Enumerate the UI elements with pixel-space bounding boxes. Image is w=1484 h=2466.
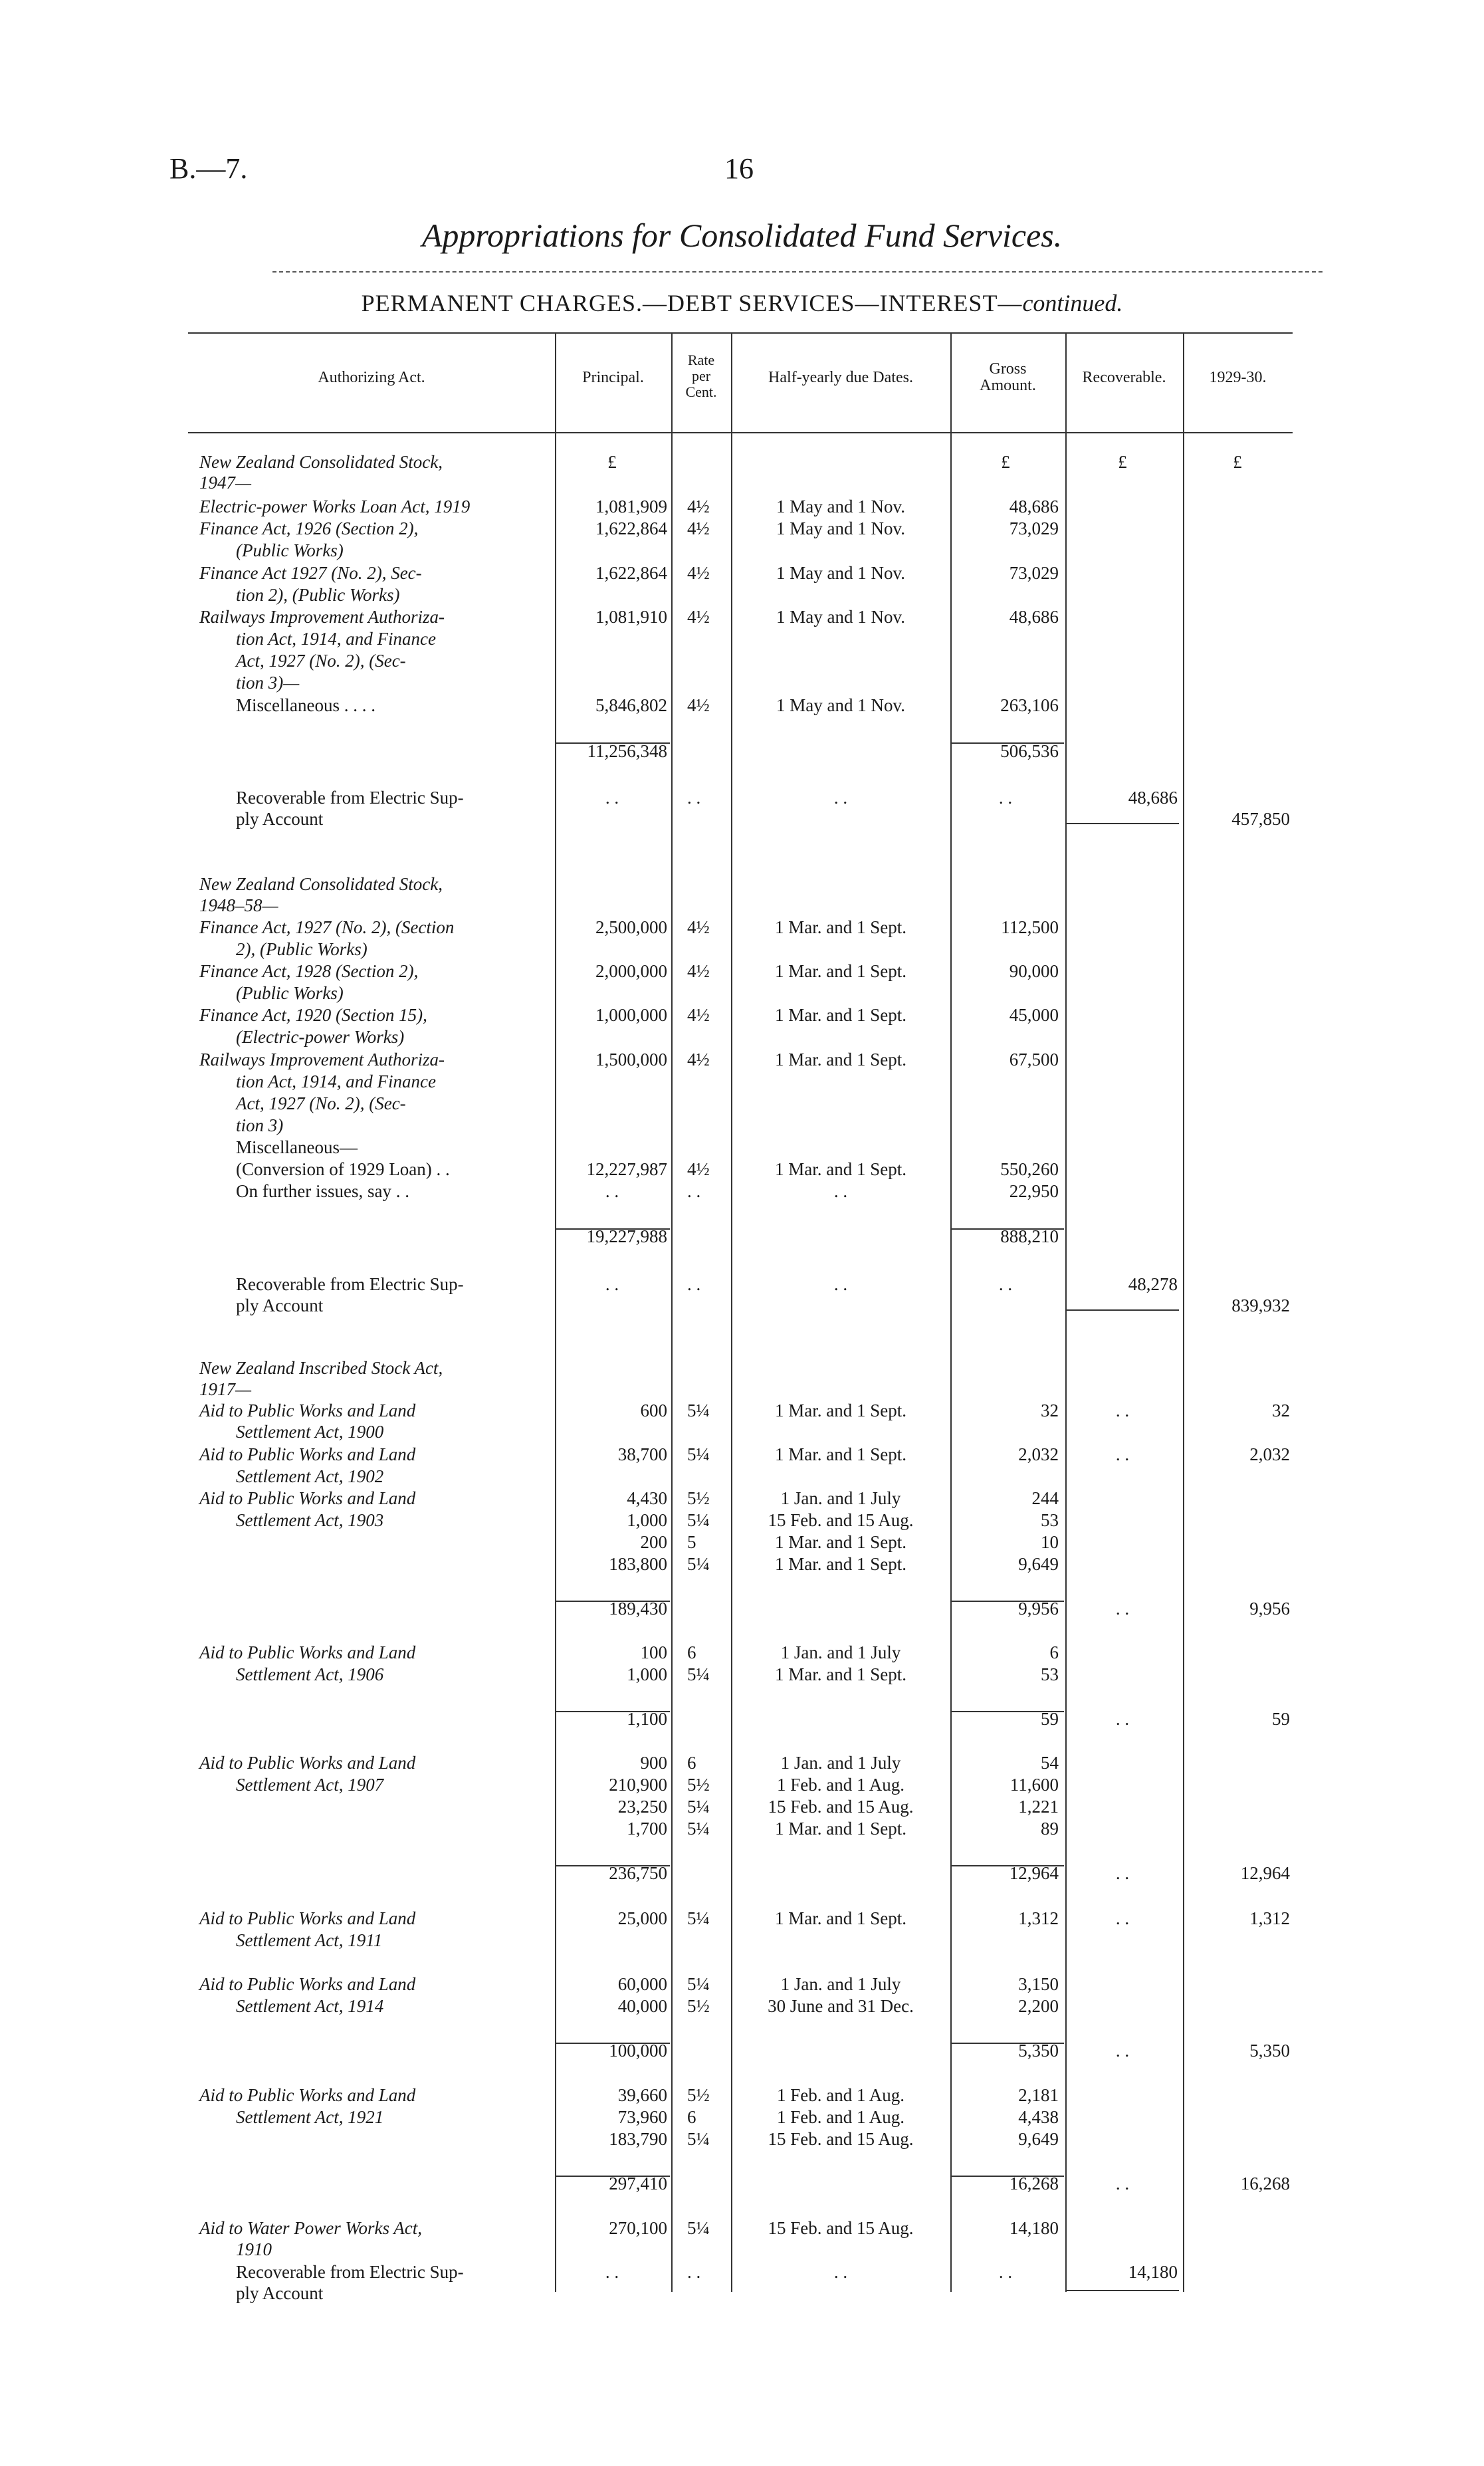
act-cell: 2), (Public Works) bbox=[236, 939, 368, 959]
gross-cell: 16,268 bbox=[1009, 2174, 1059, 2193]
act-cell: (Public Works) bbox=[236, 983, 344, 1003]
dates-cell: . . bbox=[833, 2262, 848, 2282]
year-cell: 16,268 bbox=[1240, 2174, 1290, 2193]
rate-cell: 5¼ bbox=[687, 2218, 710, 2238]
act-cell: New Zealand Consolidated Stock, bbox=[199, 452, 443, 472]
gross-cell: 73,029 bbox=[1009, 518, 1059, 538]
recoverable-cell: . . bbox=[1115, 1599, 1130, 1619]
gross-cell: 888,210 bbox=[1000, 1226, 1059, 1246]
principal-cell: 1,622,864 bbox=[595, 518, 667, 538]
rate-cell: 5¼ bbox=[687, 1797, 710, 1817]
principal-cell: 1,622,864 bbox=[595, 563, 667, 583]
principal-cell: 183,800 bbox=[609, 1554, 667, 1574]
principal-cell: . . bbox=[605, 1181, 619, 1201]
subtotal-rule bbox=[1066, 1309, 1179, 1311]
act-cell: Act, 1927 (No. 2), (Sec- bbox=[236, 1093, 406, 1113]
gross-cell: 244 bbox=[1031, 1488, 1059, 1508]
act-cell: 1948–58— bbox=[199, 895, 278, 915]
rate-cell: 6 bbox=[687, 2107, 696, 2127]
col-header-dates: Half-yearly due Dates. bbox=[768, 369, 913, 386]
year-cell: 5,350 bbox=[1249, 2041, 1290, 2061]
gross-cell: 32 bbox=[1041, 1401, 1059, 1420]
act-cell: Aid to Public Works and Land bbox=[199, 1488, 416, 1508]
col-divider bbox=[950, 332, 952, 2292]
principal-cell: . . bbox=[605, 2262, 619, 2282]
rate-cell: 4½ bbox=[687, 1005, 710, 1025]
col-header-rate bbox=[671, 352, 731, 400]
principal-cell: 4,430 bbox=[627, 1488, 667, 1508]
gross-cell: 53 bbox=[1041, 1664, 1059, 1684]
dates-cell: 1 Mar. and 1 Sept. bbox=[775, 1005, 906, 1025]
gross-cell: 59 bbox=[1041, 1709, 1059, 1729]
page-title: Appropriations for Consolidated Fund Services. bbox=[421, 217, 1063, 254]
gross-cell: 89 bbox=[1041, 1819, 1059, 1839]
gross-cell: 506,536 bbox=[1000, 741, 1059, 761]
page-ref: B.—7. bbox=[169, 152, 248, 185]
rate-cell: 5½ bbox=[687, 1488, 710, 1508]
year-cell: 2,032 bbox=[1249, 1444, 1290, 1464]
dates-cell: . . bbox=[833, 788, 848, 808]
rate-cell: 5¼ bbox=[687, 2129, 710, 2149]
principal-cell: 2,500,000 bbox=[595, 917, 667, 937]
rate-cell: 4½ bbox=[687, 961, 710, 981]
principal-cell: 1,000,000 bbox=[595, 1005, 667, 1025]
gross-cell: 14,180 bbox=[1009, 2218, 1059, 2238]
principal-cell: 100,000 bbox=[609, 2041, 667, 2061]
dates-cell: 1 Mar. and 1 Sept. bbox=[775, 1664, 906, 1684]
subtotal-rule bbox=[1066, 823, 1179, 824]
principal-cell: 2,000,000 bbox=[595, 961, 667, 981]
dates-cell: 1 Jan. and 1 July bbox=[780, 1642, 901, 1662]
rate-cell: 6 bbox=[687, 1753, 696, 1773]
dates-cell: 1 May and 1 Nov. bbox=[776, 497, 905, 516]
rate-cell: 5½ bbox=[687, 1996, 710, 2016]
act-cell: (Conversion of 1929 Loan) . . bbox=[236, 1159, 450, 1179]
dates-cell: 1 Jan. and 1 July bbox=[780, 1974, 901, 1994]
act-cell: ply Account bbox=[236, 1295, 324, 1315]
col-divider bbox=[731, 332, 732, 2292]
gross-cell: 22,950 bbox=[1009, 1181, 1059, 1201]
principal-cell: 189,430 bbox=[609, 1599, 667, 1619]
col-header-year: 1929-30. bbox=[1209, 369, 1267, 386]
gross-cell: 3,150 bbox=[1018, 1974, 1059, 1994]
title-rule bbox=[272, 271, 1323, 273]
act-cell: (Electric-power Works) bbox=[236, 1027, 405, 1047]
dates-cell: 1 Jan. and 1 July bbox=[780, 1488, 901, 1508]
act-cell: Aid to Public Works and Land bbox=[199, 1444, 416, 1464]
act-cell: Finance Act, 1928 (Section 2), bbox=[199, 961, 419, 981]
principal-cell: 5,846,802 bbox=[595, 695, 667, 715]
gross-cell: 9,956 bbox=[1018, 1599, 1059, 1619]
subtotal-rule bbox=[1066, 2290, 1179, 2291]
act-cell: ply Account bbox=[236, 809, 324, 829]
principal-cell: 23,250 bbox=[617, 1797, 667, 1817]
act-cell: Railways Improvement Authoriza- bbox=[199, 607, 445, 627]
principal-cell: 1,081,910 bbox=[595, 607, 667, 627]
act-cell: Recoverable from Electric Sup- bbox=[236, 788, 464, 808]
dates-cell: 1 Mar. and 1 Sept. bbox=[775, 1532, 906, 1552]
gross-cell: 2,181 bbox=[1018, 2085, 1059, 2105]
dates-cell: 1 Jan. and 1 July bbox=[780, 1753, 901, 1773]
act-cell: Aid to Water Power Works Act, bbox=[199, 2218, 422, 2238]
year-cell: 1,312 bbox=[1249, 1908, 1290, 1928]
act-cell: Settlement Act, 1903 bbox=[236, 1510, 384, 1530]
rate-cell: 5¼ bbox=[687, 1510, 710, 1530]
act-cell: Aid to Public Works and Land bbox=[199, 1642, 416, 1662]
dates-cell: 1 Feb. and 1 Aug. bbox=[777, 2085, 904, 2105]
col-header-act: Authorizing Act. bbox=[318, 369, 425, 386]
year-cell: 32 bbox=[1272, 1401, 1290, 1420]
gross-cell: 11,600 bbox=[1009, 1775, 1059, 1795]
col-header-gross bbox=[950, 361, 1065, 394]
year-cell: 457,850 bbox=[1231, 809, 1290, 829]
dates-cell: 30 June and 31 Dec. bbox=[768, 1996, 914, 2016]
gross-cell: 9,649 bbox=[1018, 2129, 1059, 2149]
gross-cell: 45,000 bbox=[1009, 1005, 1059, 1025]
gross-cell: 1,312 bbox=[1018, 1908, 1059, 1928]
rate-cell: 5 bbox=[687, 1532, 696, 1552]
act-cell: Electric-power Works Loan Act, 1919 bbox=[199, 497, 471, 516]
gross-cell: 53 bbox=[1041, 1510, 1059, 1530]
dates-cell: 1 May and 1 Nov. bbox=[776, 518, 905, 538]
gross-cell: 6 bbox=[1049, 1642, 1059, 1662]
subtitle-suffix: continued. bbox=[1022, 290, 1123, 316]
act-cell: 1917— bbox=[199, 1379, 252, 1399]
act-cell: Finance Act, 1920 (Section 15), bbox=[199, 1005, 427, 1025]
act-cell: Miscellaneous . . . . bbox=[236, 695, 375, 715]
gross-cell: 9,649 bbox=[1018, 1554, 1059, 1574]
act-cell: New Zealand Consolidated Stock, bbox=[199, 874, 443, 894]
dates-cell: 1 May and 1 Nov. bbox=[776, 607, 905, 627]
rate-cell: 5¼ bbox=[687, 1664, 710, 1684]
rate-cell: 5½ bbox=[687, 1775, 710, 1795]
gross-cell: 48,686 bbox=[1009, 607, 1059, 627]
rate-cell: 4½ bbox=[687, 563, 710, 583]
table-top-rule bbox=[188, 332, 1293, 334]
act-cell: New Zealand Inscribed Stock Act, bbox=[199, 1358, 443, 1378]
recoverable-cell: 48,278 bbox=[1128, 1274, 1178, 1294]
col-header-rate-line: Rate bbox=[687, 352, 715, 368]
section-subtitle bbox=[0, 289, 1484, 317]
gross-cell: . . bbox=[998, 2262, 1013, 2282]
principal-cell: 12,227,987 bbox=[586, 1159, 667, 1179]
gross-cell: 2,200 bbox=[1018, 1996, 1059, 2016]
principal-cell: 900 bbox=[640, 1753, 667, 1773]
gross-cell: 48,686 bbox=[1009, 497, 1059, 516]
dates-cell: 1 Feb. and 1 Aug. bbox=[777, 2107, 904, 2127]
gross-cell: 263,106 bbox=[1000, 695, 1059, 715]
principal-cell: 40,000 bbox=[617, 1996, 667, 2016]
rate-cell: 4½ bbox=[687, 497, 710, 516]
act-cell: tion Act, 1914, and Finance bbox=[236, 629, 436, 649]
recoverable-cell: . . bbox=[1115, 2174, 1130, 2193]
header-bottom-rule bbox=[188, 432, 1293, 433]
rate-cell: 4½ bbox=[687, 917, 710, 937]
principal-cell: 25,000 bbox=[617, 1908, 667, 1928]
act-cell: Finance Act, 1927 (No. 2), (Section bbox=[199, 917, 455, 937]
gross-cell: £ bbox=[1001, 452, 1010, 472]
dates-cell: 1 May and 1 Nov. bbox=[776, 563, 905, 583]
principal-cell: 210,900 bbox=[609, 1775, 667, 1795]
act-cell: tion Act, 1914, and Finance bbox=[236, 1071, 436, 1091]
principal-cell: 183,790 bbox=[609, 2129, 667, 2149]
gross-cell: 90,000 bbox=[1009, 961, 1059, 981]
dates-cell: 15 Feb. and 15 Aug. bbox=[768, 2218, 914, 2238]
dates-cell: 1 Mar. and 1 Sept. bbox=[775, 1908, 906, 1928]
act-cell: tion 3) bbox=[236, 1115, 284, 1135]
act-cell: Settlement Act, 1902 bbox=[236, 1466, 384, 1486]
gross-cell: 73,029 bbox=[1009, 563, 1059, 583]
rate-cell: 5¼ bbox=[687, 1819, 710, 1839]
act-cell: Railways Improvement Authoriza- bbox=[199, 1050, 445, 1069]
dates-cell: 1 Mar. and 1 Sept. bbox=[775, 961, 906, 981]
act-cell: Recoverable from Electric Sup- bbox=[236, 2262, 464, 2282]
recoverable-cell: . . bbox=[1115, 1709, 1130, 1729]
dates-cell: 15 Feb. and 15 Aug. bbox=[768, 1510, 914, 1530]
recoverable-cell: 14,180 bbox=[1128, 2262, 1178, 2282]
principal-cell: 11,256,348 bbox=[587, 741, 667, 761]
dates-cell: 1 Mar. and 1 Sept. bbox=[775, 1444, 906, 1464]
principal-cell: 1,000 bbox=[627, 1664, 667, 1684]
act-cell: 1947— bbox=[199, 473, 252, 493]
rate-cell: 4½ bbox=[687, 607, 710, 627]
principal-cell: 200 bbox=[640, 1532, 667, 1552]
dates-cell: 1 Mar. and 1 Sept. bbox=[775, 1554, 906, 1574]
recoverable-cell: £ bbox=[1118, 452, 1127, 472]
rate-cell: 5¼ bbox=[687, 1908, 710, 1928]
dates-cell: . . bbox=[833, 1181, 848, 1201]
recoverable-cell: 48,686 bbox=[1128, 788, 1178, 808]
year-cell: 59 bbox=[1272, 1709, 1290, 1729]
gross-cell: 550,260 bbox=[1000, 1159, 1059, 1179]
principal-cell: 297,410 bbox=[609, 2174, 667, 2193]
principal-cell: £ bbox=[607, 452, 617, 472]
act-cell: Act, 1927 (No. 2), (Sec- bbox=[236, 651, 406, 671]
rate-cell: 6 bbox=[687, 1642, 696, 1662]
year-cell: £ bbox=[1233, 452, 1242, 472]
gross-cell: 2,032 bbox=[1018, 1444, 1059, 1464]
col-divider bbox=[671, 332, 673, 2292]
dates-cell: 1 Feb. and 1 Aug. bbox=[777, 1775, 904, 1795]
act-cell: Finance Act 1927 (No. 2), Sec- bbox=[199, 563, 422, 583]
rate-cell: 5½ bbox=[687, 2085, 710, 2105]
principal-cell: . . bbox=[605, 1274, 619, 1294]
gross-cell: . . bbox=[998, 788, 1013, 808]
principal-cell: 600 bbox=[640, 1401, 667, 1420]
recoverable-cell: . . bbox=[1115, 1908, 1130, 1928]
act-cell: tion 2), (Public Works) bbox=[236, 585, 400, 605]
act-cell: ply Account bbox=[236, 2283, 324, 2303]
act-cell: (Public Works) bbox=[236, 540, 344, 560]
act-cell: 1910 bbox=[236, 2239, 272, 2259]
col-divider bbox=[1065, 332, 1067, 2292]
gross-cell: 112,500 bbox=[1001, 917, 1059, 937]
gross-cell: 10 bbox=[1041, 1532, 1059, 1552]
dates-cell: 15 Feb. and 15 Aug. bbox=[768, 1797, 914, 1817]
act-cell: Miscellaneous— bbox=[236, 1137, 358, 1157]
col-divider bbox=[555, 332, 556, 2292]
col-header-rate-line: per bbox=[691, 368, 711, 384]
subtitle-main: PERMANENT CHARGES.—DEBT SERVICES—INTEREST— bbox=[361, 290, 1023, 316]
act-cell: On further issues, say . . bbox=[236, 1181, 409, 1201]
col-header-gross-line: Gross bbox=[989, 360, 1027, 378]
gross-cell: 1,221 bbox=[1018, 1797, 1059, 1817]
dates-cell: . . bbox=[833, 1274, 848, 1294]
act-cell: Aid to Public Works and Land bbox=[199, 1974, 416, 1994]
principal-cell: 39,660 bbox=[617, 2085, 667, 2105]
rate-cell: . . bbox=[687, 788, 701, 808]
rate-cell: 5¼ bbox=[687, 1974, 710, 1994]
dates-cell: 15 Feb. and 15 Aug. bbox=[768, 2129, 914, 2149]
act-cell: Aid to Public Works and Land bbox=[199, 2085, 416, 2105]
page-number: 16 bbox=[724, 152, 754, 185]
act-cell: Settlement Act, 1900 bbox=[236, 1422, 384, 1442]
act-cell: Settlement Act, 1914 bbox=[236, 1996, 384, 2016]
principal-cell: 1,081,909 bbox=[595, 497, 667, 516]
act-cell: Settlement Act, 1906 bbox=[236, 1664, 384, 1684]
principal-cell: 100 bbox=[640, 1642, 667, 1662]
rate-cell: 5¼ bbox=[687, 1554, 710, 1574]
dates-cell: 1 Mar. and 1 Sept. bbox=[775, 1401, 906, 1420]
rate-cell: 4½ bbox=[687, 695, 710, 715]
recoverable-cell: . . bbox=[1115, 1444, 1130, 1464]
recoverable-cell: . . bbox=[1115, 1863, 1130, 1883]
col-header-principal: Principal. bbox=[582, 369, 644, 386]
col-divider bbox=[1183, 332, 1184, 2292]
act-cell: Recoverable from Electric Sup- bbox=[236, 1274, 464, 1294]
rate-cell: 4½ bbox=[687, 1159, 710, 1179]
dates-cell: 1 May and 1 Nov. bbox=[776, 695, 905, 715]
col-header-recoverable: Recoverable. bbox=[1082, 369, 1166, 386]
gross-cell: 12,964 bbox=[1009, 1863, 1059, 1883]
dates-cell: 1 Mar. and 1 Sept. bbox=[775, 1050, 906, 1069]
act-cell: Aid to Public Works and Land bbox=[199, 1753, 416, 1773]
gross-cell: 54 bbox=[1041, 1753, 1059, 1773]
rate-cell: . . bbox=[687, 1181, 701, 1201]
rate-cell: 4½ bbox=[687, 518, 710, 538]
col-header-rate-line: Cent. bbox=[685, 384, 717, 400]
act-cell: Aid to Public Works and Land bbox=[199, 1401, 416, 1420]
rate-cell: 4½ bbox=[687, 1050, 710, 1069]
rate-cell: . . bbox=[687, 1274, 701, 1294]
principal-cell: 60,000 bbox=[617, 1974, 667, 1994]
principal-cell: 1,000 bbox=[627, 1510, 667, 1530]
principal-cell: . . bbox=[605, 788, 619, 808]
dates-cell: 1 Mar. and 1 Sept. bbox=[775, 1819, 906, 1839]
principal-cell: 1,500,000 bbox=[595, 1050, 667, 1069]
principal-cell: 1,100 bbox=[627, 1709, 667, 1729]
col-header-gross-line: Amount. bbox=[980, 377, 1036, 394]
act-cell: Settlement Act, 1907 bbox=[236, 1775, 384, 1795]
recoverable-cell: . . bbox=[1115, 2041, 1130, 2061]
recoverable-cell: . . bbox=[1115, 1401, 1130, 1420]
gross-cell: 67,500 bbox=[1009, 1050, 1059, 1069]
dates-cell: 1 Mar. and 1 Sept. bbox=[775, 917, 906, 937]
year-cell: 9,956 bbox=[1249, 1599, 1290, 1619]
act-cell: Settlement Act, 1911 bbox=[236, 1930, 383, 1950]
rate-cell: 5¼ bbox=[687, 1444, 710, 1464]
principal-cell: 236,750 bbox=[609, 1863, 667, 1883]
year-cell: 12,964 bbox=[1240, 1863, 1290, 1883]
principal-cell: 19,227,988 bbox=[586, 1226, 667, 1246]
act-cell: Settlement Act, 1921 bbox=[236, 2107, 384, 2127]
dates-cell: 1 Mar. and 1 Sept. bbox=[775, 1159, 906, 1179]
act-cell: tion 3)— bbox=[236, 673, 300, 693]
gross-cell: 5,350 bbox=[1018, 2041, 1059, 2061]
principal-cell: 270,100 bbox=[609, 2218, 667, 2238]
rate-cell: 5¼ bbox=[687, 1401, 710, 1420]
rate-cell: . . bbox=[687, 2262, 701, 2282]
principal-cell: 73,960 bbox=[617, 2107, 667, 2127]
act-cell: Finance Act, 1926 (Section 2), bbox=[199, 518, 419, 538]
principal-cell: 1,700 bbox=[627, 1819, 667, 1839]
year-cell: 839,932 bbox=[1231, 1295, 1290, 1315]
gross-cell: 4,438 bbox=[1018, 2107, 1059, 2127]
gross-cell: . . bbox=[998, 1274, 1013, 1294]
act-cell: Aid to Public Works and Land bbox=[199, 1908, 416, 1928]
principal-cell: 38,700 bbox=[617, 1444, 667, 1464]
